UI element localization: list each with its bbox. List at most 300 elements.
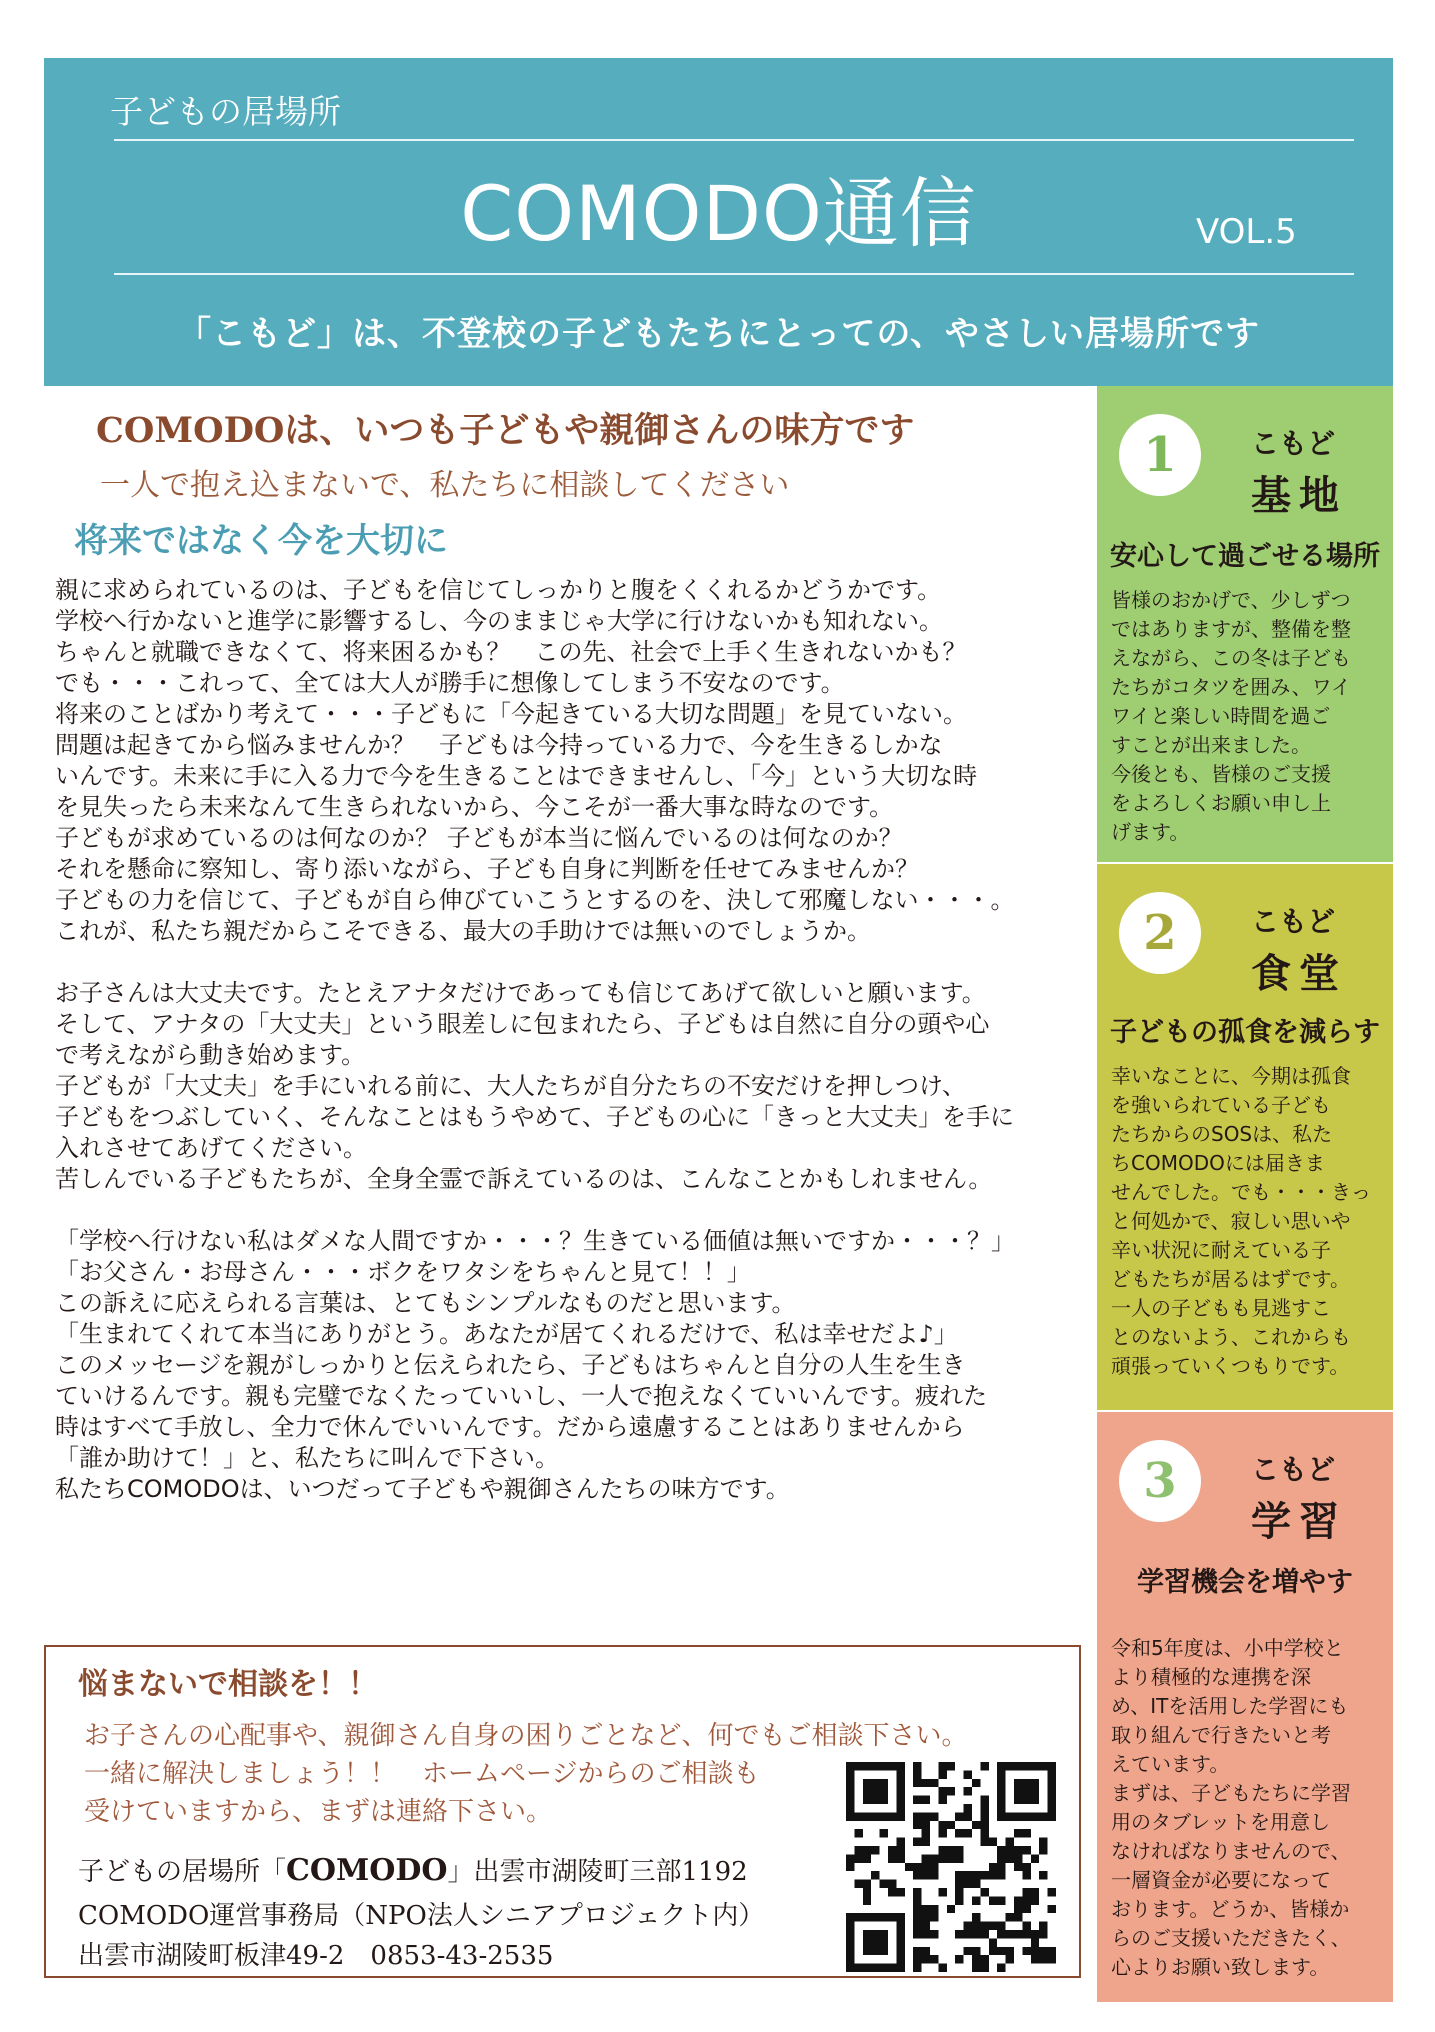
- header-rule-top: [114, 139, 1354, 141]
- qr-module: [997, 1896, 1005, 1904]
- panel-text-line: ワイと楽しい時間を過ご: [1111, 704, 1331, 728]
- qr-module: [1031, 1812, 1039, 1820]
- qr-module: [896, 1938, 904, 1946]
- qr-module: [846, 1964, 854, 1972]
- qr-module: [1022, 1812, 1030, 1820]
- qr-module: [1048, 1812, 1056, 1820]
- qr-module: [888, 1880, 896, 1888]
- qr-module: [846, 1787, 854, 1795]
- page-title: COMODO通信: [460, 169, 977, 258]
- qr-module: [913, 1905, 921, 1913]
- qr-module: [880, 1787, 888, 1795]
- qr-module: [905, 1863, 913, 1871]
- qr-module: [1022, 1930, 1030, 1938]
- qr-module: [888, 1846, 896, 1854]
- article-line: これが、私たち親だからこそできる、最大の手助けでは無いのでしょうか。: [55, 917, 871, 945]
- qr-module: [955, 1896, 963, 1904]
- article-line: 入れさせてあげてください。: [55, 1134, 367, 1162]
- qr-module: [846, 1779, 854, 1787]
- qr-module: [1048, 1804, 1056, 1812]
- qr-module: [1022, 1905, 1030, 1913]
- qr-module: [972, 1922, 980, 1930]
- qr-module: [896, 1964, 904, 1972]
- qr-module: [1022, 1762, 1030, 1770]
- qr-module: [871, 1964, 879, 1972]
- qr-module: [1022, 1922, 1030, 1930]
- qr-module: [880, 1796, 888, 1804]
- qr-module: [922, 1955, 930, 1963]
- header-kicker: 子どもの居場所: [110, 92, 341, 131]
- article-line: そして、アナタの「大丈夫」という眼差しに包まれたら、子どもは自然に自分の頭や心: [55, 1010, 990, 1038]
- header-banner: [44, 58, 1393, 386]
- sidebar-panel-base: [1097, 386, 1393, 862]
- panel-number-badge: 3: [1119, 1440, 1201, 1522]
- panel-heading: 安心して過ごせる場所: [1110, 541, 1380, 572]
- qr-module: [972, 1821, 980, 1829]
- qr-module: [930, 1871, 938, 1879]
- qr-module: [896, 1854, 904, 1862]
- panel-text-line: えています。: [1111, 1752, 1230, 1776]
- qr-module: [980, 1796, 988, 1804]
- qr-module: [854, 1964, 862, 1972]
- qr-module: [1022, 1896, 1030, 1904]
- qr-module: [980, 1762, 988, 1770]
- qr-module: [930, 1913, 938, 1921]
- qr-module: [964, 1770, 972, 1778]
- qr-module: [955, 1829, 963, 1837]
- qr-module: [997, 1846, 1005, 1854]
- qr-module: [989, 1938, 997, 1946]
- panel-text-line: げます。: [1111, 820, 1190, 844]
- article-body: [55, 575, 1075, 1505]
- qr-module: [846, 1812, 854, 1820]
- qr-module: [922, 1796, 930, 1804]
- contact-box: [44, 1645, 1081, 1978]
- qr-module: [1022, 1787, 1030, 1795]
- panel-text-line: 辛い状況に耐えている子: [1111, 1238, 1331, 1262]
- panel-text-line: と何処かで、寂しい思いや: [1111, 1209, 1351, 1233]
- qr-module: [1039, 1930, 1047, 1938]
- qr-module: [947, 1762, 955, 1770]
- qr-module: [997, 1871, 1005, 1879]
- qr-module: [913, 1863, 921, 1871]
- qr-module: [871, 1871, 879, 1879]
- panel-text-line: まずは、子どもたちに学習: [1111, 1781, 1351, 1805]
- qr-module: [880, 1880, 888, 1888]
- panel-text-line: えながら、この冬は子ども: [1111, 646, 1351, 670]
- address-name: COMODO: [286, 1853, 448, 1888]
- panel-text-line: を強いられている子ども: [1111, 1093, 1331, 1117]
- article-line: この訴えに応えられる言葉は、とてもシンプルなものだと思います。: [55, 1289, 796, 1317]
- article-line: 学校へ行かないと進学に影響するし、今のままじゃ大学に行けないかも知れない。: [55, 607, 943, 635]
- qr-module: [938, 1821, 946, 1829]
- article-line: を見失ったら未来なんて生きられないから、今こそが一番大事な時なのです。: [55, 793, 894, 821]
- qr-module: [846, 1854, 854, 1862]
- qr-module: [913, 1871, 921, 1879]
- panel-text-line: をよろしくお願い申し上: [1111, 791, 1331, 815]
- qr-module: [854, 1829, 862, 1837]
- qr-module: [955, 1930, 963, 1938]
- qr-module: [1022, 1947, 1030, 1955]
- qr-module: [930, 1863, 938, 1871]
- article-line: 問題は起きてから悩みませんか？ 子どもは今持っている力で、今を生きるしかな: [55, 731, 943, 759]
- qr-module: [938, 1770, 946, 1778]
- qr-module: [880, 1964, 888, 1972]
- qr-module: [1031, 1947, 1039, 1955]
- qr-module: [964, 1880, 972, 1888]
- qr-module: [1006, 1812, 1014, 1820]
- qr-module: [922, 1829, 930, 1837]
- qr-module: [863, 1947, 871, 1955]
- qr-module: [972, 1896, 980, 1904]
- qr-module: [854, 1913, 862, 1921]
- qr-module: [888, 1964, 896, 1972]
- qr-module: [964, 1787, 972, 1795]
- qr-module: [846, 1938, 854, 1946]
- qr-module: [980, 1812, 988, 1820]
- panel-heading: 子どもの孤食を減らす: [1110, 1017, 1380, 1048]
- qr-module: [880, 1812, 888, 1820]
- qr-module: [972, 1913, 980, 1921]
- panel-text-line: どもたちが居るはずです。: [1111, 1267, 1350, 1291]
- qr-module: [1048, 1779, 1056, 1787]
- qr-module: [997, 1804, 1005, 1812]
- qr-module: [888, 1888, 896, 1896]
- panel-text-line: ちCOMODOには届きま: [1111, 1151, 1325, 1175]
- panel-text-line: 皆様のおかげで、少しずつ: [1111, 588, 1351, 612]
- qr-module: [997, 1863, 1005, 1871]
- qr-module: [871, 1779, 879, 1787]
- qr-module: [880, 1779, 888, 1787]
- qr-module: [913, 1796, 921, 1804]
- panel-text-line: ではありますが、整備を整: [1111, 617, 1351, 641]
- qr-module: [896, 1779, 904, 1787]
- qr-module: [896, 1913, 904, 1921]
- qr-module: [880, 1947, 888, 1955]
- qr-module: [938, 1796, 946, 1804]
- qr-module: [1006, 1854, 1014, 1862]
- qr-module: [922, 1779, 930, 1787]
- qr-module: [871, 1913, 879, 1921]
- qr-module: [1039, 1922, 1047, 1930]
- qr-module: [1022, 1888, 1030, 1896]
- contact-address-phone: 出雲市湖陵町板津49-2 0853-43-2535: [78, 1941, 554, 1971]
- qr-module: [980, 1871, 988, 1879]
- qr-module: [1031, 1796, 1039, 1804]
- panel-text-line: らのご支援いただきたく、: [1111, 1926, 1351, 1950]
- article-line: 「学校へ行けない私はダメな人間ですか・・・？生きている価値は無いですか・・・？」: [55, 1227, 1015, 1255]
- qr-module: [863, 1888, 871, 1896]
- qr-module: [863, 1812, 871, 1820]
- qr-module: [980, 1804, 988, 1812]
- qr-module: [913, 1838, 921, 1846]
- qr-module: [1031, 1888, 1039, 1896]
- panel-text-line: 幸いなことに、今期は孤食: [1111, 1064, 1351, 1088]
- qr-module: [1022, 1871, 1030, 1879]
- qr-module: [913, 1821, 921, 1829]
- qr-module: [896, 1762, 904, 1770]
- qr-module: [1014, 1779, 1022, 1787]
- panel-text-line: 取り組んで行きたいと考: [1111, 1723, 1331, 1747]
- qr-module: [1006, 1838, 1014, 1846]
- article-line: [55, 1195, 1075, 1226]
- qr-module: [947, 1905, 955, 1913]
- header-rule-bottom: [114, 273, 1354, 275]
- article-line: 子どもの力を信じて、子どもが自ら伸びていこうとするのを、決して邪魔しない・・・。: [55, 886, 1015, 914]
- qr-module: [1031, 1896, 1039, 1904]
- qr-module: [1031, 1930, 1039, 1938]
- qr-module: [888, 1854, 896, 1862]
- qr-module: [922, 1871, 930, 1879]
- qr-module: [997, 1796, 1005, 1804]
- qr-module: [1022, 1779, 1030, 1787]
- panel-heading: 学習機会を増やす: [1137, 1567, 1353, 1598]
- qr-module: [863, 1762, 871, 1770]
- qr-module: [888, 1812, 896, 1820]
- qr-module: [888, 1913, 896, 1921]
- qr-module: [997, 1930, 1005, 1938]
- qr-module: [922, 1922, 930, 1930]
- panel-label-big: 食堂: [1251, 950, 1347, 997]
- sidebar-panel-study: [1097, 1412, 1393, 2002]
- qr-module: [871, 1762, 879, 1770]
- panel-text-line: 用のタブレットを用意し: [1111, 1810, 1330, 1834]
- panel-label-big: 学習: [1251, 1498, 1347, 1545]
- qr-module: [964, 1829, 972, 1837]
- panel-text-line: たちからのSOSは、私た: [1111, 1122, 1333, 1146]
- qr-module: [972, 1779, 980, 1787]
- qr-module: [846, 1955, 854, 1963]
- qr-module: [980, 1930, 988, 1938]
- qr-module: [1039, 1762, 1047, 1770]
- qr-module: [989, 1896, 997, 1904]
- qr-module: [930, 1779, 938, 1787]
- qr-module: [863, 1938, 871, 1946]
- article-line: [55, 947, 1075, 978]
- qr-module: [913, 1770, 921, 1778]
- qr-module: [896, 1922, 904, 1930]
- qr-module: [922, 1821, 930, 1829]
- panel-text-line: 心よりお願い致します。: [1111, 1955, 1330, 1979]
- qr-module: [1014, 1812, 1022, 1820]
- panel-text-line: 一人の子どもも見逃すこ: [1111, 1296, 1331, 1320]
- qr-module: [1006, 1955, 1014, 1963]
- article-line: 「誰か助けて！」と、私たちに叫んで下さい。: [55, 1444, 559, 1472]
- sidebar-panel-cafeteria: [1097, 864, 1393, 1410]
- qr-module: [1031, 1955, 1039, 1963]
- qr-module: [846, 1863, 854, 1871]
- qr-module: [955, 1955, 963, 1963]
- qr-module: [913, 1896, 921, 1904]
- qr-module: [1022, 1863, 1030, 1871]
- qr-module: [880, 1913, 888, 1921]
- qr-module: [930, 1854, 938, 1862]
- panel-number-badge: 2: [1119, 892, 1201, 974]
- qr-module: [989, 1947, 997, 1955]
- panel-text-line: より積極的な連携を深: [1111, 1665, 1311, 1689]
- qr-module: [980, 1888, 988, 1896]
- qr-module: [1014, 1896, 1022, 1904]
- qr-module: [846, 1930, 854, 1938]
- qr-module: [913, 1812, 921, 1820]
- qr-module: [880, 1762, 888, 1770]
- contact-line: お子さんの心配事や、親御さん自身の困りごとなど、何でもご相談下さい。: [84, 1721, 968, 1751]
- qr-module: [938, 1964, 946, 1972]
- main-heading: COMODOは、いつも子どもや親御さんの味方です: [96, 410, 915, 451]
- qr-module: [896, 1812, 904, 1820]
- panel-label-small: こもど: [1251, 427, 1336, 460]
- qr-module: [913, 1888, 921, 1896]
- qr-module: [989, 1863, 997, 1871]
- qr-module: [896, 1838, 904, 1846]
- qr-module: [997, 1922, 1005, 1930]
- panel-text-line: め、ITを活用した学習にも: [1111, 1694, 1349, 1718]
- qr-module: [922, 1812, 930, 1820]
- qr-module: [896, 1947, 904, 1955]
- qr-module: [1031, 1762, 1039, 1770]
- contact-address-office: COMODO運営事務局（NPO法人シニアプロジェクト内）: [78, 1901, 765, 1931]
- qr-module: [955, 1854, 963, 1862]
- qr-code-icon[interactable]: [846, 1762, 1056, 1972]
- qr-module: [846, 1922, 854, 1930]
- volume-number: VOL.5: [1196, 212, 1297, 252]
- contact-address-location: [78, 1851, 748, 1888]
- qr-module: [938, 1846, 946, 1854]
- panel-text-line: とのないよう、これからも: [1111, 1325, 1351, 1349]
- qr-module: [913, 1913, 921, 1921]
- qr-module: [972, 1930, 980, 1938]
- article-line: 親に求められているのは、子どもを信じてしっかりと腹をくくれるかどうかです。: [55, 576, 942, 604]
- qr-module: [863, 1787, 871, 1795]
- article-line: でも・・・これって、全ては大人が勝手に想像してしまう不安なのです。: [55, 669, 845, 697]
- qr-module: [846, 1762, 854, 1770]
- qr-module: [980, 1922, 988, 1930]
- header-tagline: 「こもど」は、不登校の子どもたちにとっての、やさしい居場所です: [177, 314, 1260, 354]
- panel-text-line: 令和5年度は、小中学校と: [1111, 1636, 1344, 1660]
- qr-module: [980, 1838, 988, 1846]
- qr-module: [938, 1888, 946, 1896]
- qr-module: [1048, 1796, 1056, 1804]
- qr-module: [846, 1947, 854, 1955]
- qr-module: [1014, 1930, 1022, 1938]
- qr-module: [922, 1947, 930, 1955]
- qr-module: [854, 1854, 862, 1862]
- qr-module: [1048, 1905, 1056, 1913]
- panel-number-badge: 1: [1119, 414, 1201, 496]
- qr-module: [938, 1762, 946, 1770]
- qr-module: [997, 1812, 1005, 1820]
- qr-module: [1031, 1779, 1039, 1787]
- qr-module: [863, 1896, 871, 1904]
- qr-module: [1039, 1812, 1047, 1820]
- article-line: ていけるんです。親も完璧でなくたっていいし、一人で抱えなくていいんです。疲れた: [55, 1382, 988, 1410]
- qr-module: [863, 1854, 871, 1862]
- qr-module: [871, 1796, 879, 1804]
- qr-module: [1014, 1829, 1022, 1837]
- qr-module: [1006, 1762, 1014, 1770]
- qr-module: [896, 1770, 904, 1778]
- contact-title: 悩まないで相談を！！: [78, 1667, 378, 1702]
- article-line: 子どもが「大丈夫」を手にいれる前に、大人たちが自分たちの不安だけを押しつけ、: [55, 1072, 967, 1100]
- qr-module: [1014, 1854, 1022, 1862]
- qr-module: [972, 1955, 980, 1963]
- qr-module: [1006, 1846, 1014, 1854]
- contact-line: 受けていますから、まずは連絡下さい。: [84, 1797, 553, 1827]
- qr-module: [896, 1796, 904, 1804]
- qr-module: [846, 1796, 854, 1804]
- qr-module: [997, 1964, 1005, 1972]
- qr-module: [980, 1955, 988, 1963]
- qr-module: [1014, 1796, 1022, 1804]
- address-suffix: 」出雲市湖陵町三部1192: [447, 1857, 748, 1887]
- qr-module: [955, 1888, 963, 1896]
- qr-module: [863, 1913, 871, 1921]
- qr-module: [896, 1787, 904, 1795]
- main-subheading: 一人で抱え込まないで、私たちに相談してください: [100, 468, 790, 503]
- qr-module: [930, 1955, 938, 1963]
- qr-module: [989, 1838, 997, 1846]
- panel-label-small: こもど: [1251, 905, 1336, 938]
- qr-module: [1022, 1829, 1030, 1837]
- qr-module: [871, 1930, 879, 1938]
- qr-module: [846, 1913, 854, 1921]
- qr-module: [1014, 1913, 1022, 1921]
- qr-module: [1014, 1762, 1022, 1770]
- qr-module: [888, 1762, 896, 1770]
- qr-module: [1048, 1947, 1056, 1955]
- qr-module: [1048, 1888, 1056, 1896]
- article-line: 「お父さん・お母さん・・・ボクをワタシをちゃんと見て！！」: [55, 1258, 751, 1286]
- qr-module: [1014, 1787, 1022, 1795]
- article-line: 苦しんでいる子どもたちが、全身全霊で訴えているのは、こんなことかもしれません。: [55, 1165, 993, 1193]
- qr-module: [880, 1930, 888, 1938]
- panel-text: [1111, 1634, 1351, 1982]
- qr-module: [846, 1770, 854, 1778]
- article-line: それを懸命に察知し、寄り添いながら、子ども自身に判断を任せてみませんか？: [55, 855, 919, 883]
- qr-module: [1014, 1863, 1022, 1871]
- qr-module: [972, 1964, 980, 1972]
- qr-module: [930, 1905, 938, 1913]
- qr-module: [846, 1804, 854, 1812]
- qr-module: [863, 1779, 871, 1787]
- qr-module: [922, 1863, 930, 1871]
- article-line: いんです。未来に手に入る力で今を生きることはできませんし、「今」という大切な時: [55, 762, 978, 790]
- qr-module: [938, 1854, 946, 1862]
- qr-module: [997, 1770, 1005, 1778]
- qr-module: [871, 1938, 879, 1946]
- qr-module: [955, 1846, 963, 1854]
- qr-module: [1048, 1762, 1056, 1770]
- article-line: 「生まれてくれて本当にありがとう。あなたが居てくれるだけで、私は幸せだよ♪」: [55, 1320, 958, 1348]
- qr-module: [947, 1854, 955, 1862]
- qr-module: [997, 1779, 1005, 1787]
- qr-module: [922, 1930, 930, 1938]
- address-prefix: 子どもの居場所「: [78, 1857, 287, 1887]
- qr-module: [863, 1964, 871, 1972]
- qr-module: [871, 1787, 879, 1795]
- qr-module: [964, 1812, 972, 1820]
- qr-module: [854, 1812, 862, 1820]
- qr-module: [947, 1846, 955, 1854]
- qr-module: [964, 1804, 972, 1812]
- qr-module: [1048, 1770, 1056, 1778]
- qr-module: [896, 1930, 904, 1938]
- qr-module: [938, 1829, 946, 1837]
- qr-module: [1031, 1854, 1039, 1862]
- qr-module: [922, 1905, 930, 1913]
- panel-text-line: 今後とも、皆様のご支援: [1111, 762, 1331, 786]
- qr-module: [964, 1930, 972, 1938]
